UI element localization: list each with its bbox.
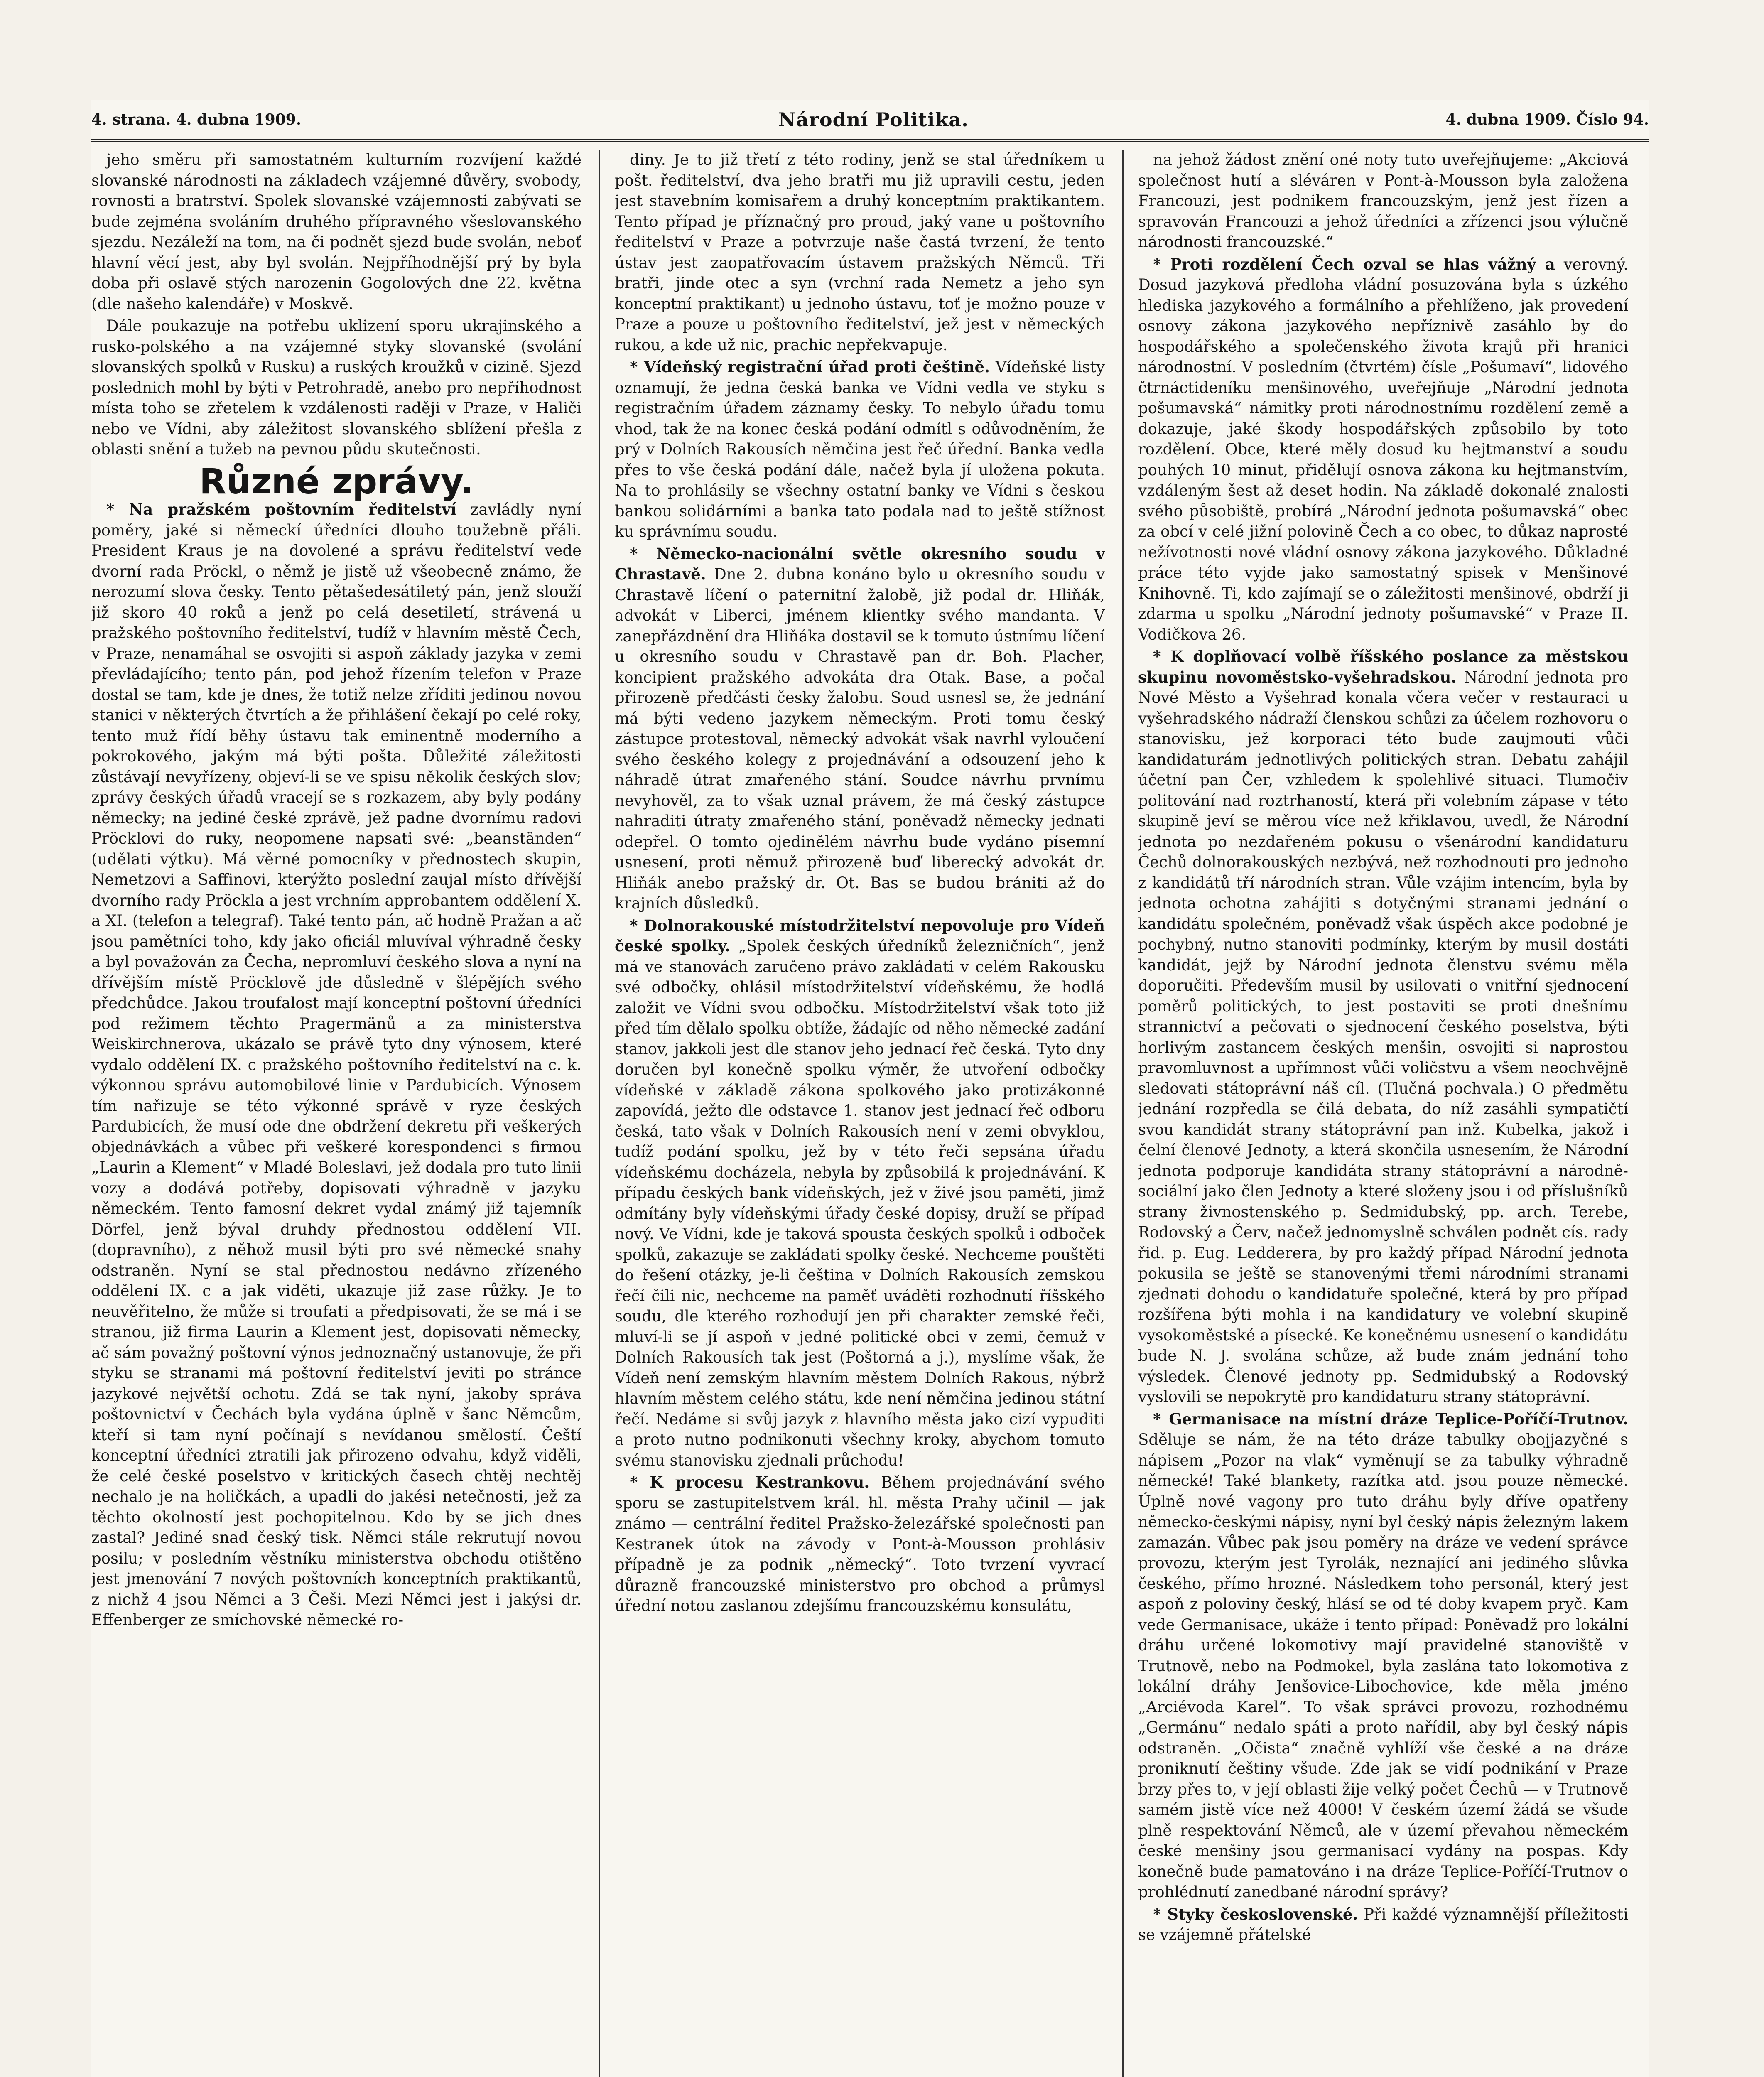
news-item [615,916,1105,1471]
news-item [1138,646,1628,1407]
header-left: 4. strana. 4. dubna 1909. [91,110,302,128]
column-divider [599,150,600,2077]
section-title: Různé zprávy. [199,461,474,502]
column-3 [1138,150,1628,2077]
news-item-body: verovný. Dosud jazyková předloha vládní posuzována byla s úzkého hlediska jazykového a formálního a přehlíženo, jak provedení osnovy zákona jazykového nepříznivě zasáhlo by do hospodářského a společenského života krajů při hranici národnostní. V posledním (čtvrtém) čísle „Pošumaví“, lidového čtrnáctideníku menšinového, uveřejňuje „Národní jednota pošumavská“ námitky proti národnostnímu rozdělení země a dokazuje, jaké škody hospodářských způsobilo by toto rozdělení. Obce, které měly dosud ku hejtmanství a soudu pouhých 10 minut, přidělují osnova zákona ku hejtmanstvím, vzdáleným šest až deset hodin. Na základě dokonalé znalosti svého působiště, probírá „Národní jednota pošumavská“ obec za obcí v celé jižní polovině Čech a co obec, to důkaz naprosté nežívotnosti nové vládní osnovy zákona jazykového. Důkladné práce této vyjde jako samostatný spisek v Menšinové Knihovně. Ti, kdo zajímají se o záležitosti menšinové, obdrží ji zdarma u spolku „Národní jednoty pošumavské“ v Praze II. Vodičkova 26. [1138,255,1628,643]
news-item-lead: * Proti rozdělení Čech ozval se hlas vážný a [1153,255,1555,273]
news-item-body: zavládly nyní poměry, jaké si německí úředníci dlouho toužebně přáli. President Kraus je na dovolené a správu ředitelství vede dvorní rada Pröckl, o němž je jistě už všeobecně známo, že nerozumí slova česky. Tento pětašedesátiletý pán, jenž slouží již skoro 40 roků a jenž po celá desetiletí, strávená u pražského poštovního ředitelství, tudíž v hlavním městě Čech, v Praze, nenamáhal se osvojiti si aspoň základy jazyka v zemi převládajícího; tento pán, pod jehož řízením telefon v Praze dostal se tam, kde je dnes, že totiž nelze zříditi jedinou novou stanici v některých čtvrtích a že přihlášení čekají po celé roky, tento muž řídí běhy ústavu tak eminentně moderního a pokrokového, jakým má býti pošta. Důležité záležitosti zůstávají nevyřízeny, objeví-li se ve spisu několik českých slov; zprávy českých úřadů vracejí se s rozkazem, aby byly podány německy; na jediné české zprávě, jež padne dvornímu radovi Pröcklovi do ruky, neopomene napsati své: „beanständen“ (udělati výtku). Má věrné pomocníky v přednostech skupin, Nemetzovi a Saffinovi, kterýžto poslední zaujal místo dřívější dvorního rady Pröckla a jest vrchním approbantem oddělení X. a XI. (telefon a telegraf). Také tento pán, ač hodně Pražan a ač jsou pamětníci toho, kdy jako oficiál mluvíval výhradně česky a byl považován za Čecha, nepromluví českého slova a nyní na dřívějším místě Pröcklově jde důsledně v šlépějích svého předchůdce. Jakou troufalost mají konceptní poštovní úředníci pod režimem těchto Pragermänů a za ministerstva Weiskirchnerova, ukázalo se právě tyto dny výnosem, které vydalo oddělení IX. c pražského poštovního ředitelství na c. k. výkonnou správu automobilové linie v Pardubicích. Výnosem tím nařizuje se této výkonné správě v ryze českých Pardubicích, že musí ode dne obdržení dekretu při veškerých objednávkách a vůbec při veškeré korespondenci s firmou „Laurin a Klement“ v Mladé Boleslavi, jež dodala pro tuto linii vozy a dodává potřeby, dopisovati výhradně v jazyku německém. Tento famosní dekret vydal známý již tajemník Dörfel, jenž býval druhdy přednostou oddělení VII. (dopravního), z něhož musil býti pro své německé snahy odstraněn. Nyní se stal přednostou nedávno zřízeného oddělení IX. c a jak viděti, ukazuje již zase růžky. Je to neuvěřitelno, že může si troufati a předpisovati, že se má i se stranou, již firma Laurin a Klement jest, dopisovati německy, ač sám považný poštovní výnos jednoznačný ustanovuje, že při styku se stranami má poštovní ředitelství jeviti po stránce jazykové největší ochotu. Zdá se tak nyní, jakoby správa poštovnictví v Čechách byla vydána úplně v šanc Němcům, kteří si tam nyní počínají s nevídanou smělostí. Čeští konceptní úředníci ztratili jak přirozeno odvahu, když viděli, že celé české poselstvo v kritických časech chtěj nechtěj nechalo je na holičkách, a upadli do jakési netečnosti, jež za těchto okolností jest pochopitelnou. Kdo by se jich dnes zastal? Jediné snad český tisk. Němci stále rekrutují novou posilu; v posledním věstníku ministerstva obchodu otištěno jest jmenování 7 nových poštovních konceptních praktikantů, z nichž 4 jsou Němci a 3 Češi. Mezi Němci jest i jakýsi dr. Effenberger ze smíchovské německé ro- [91,501,581,1629]
article-paragraph: Dále poukazuje na potřebu uklizení sporu ukrajinského a rusko-polského a na vzájemné styky slovanské (svolání slovanských spolků v Rusku) a ruských kroužků v cizině. Sjezd poslednich mohl by býti v Petrohradě, anebo pro nepříhodnost místa toho se zřetelem k vzdálenosti raději v Praze, v Haliči nebo ve Vídni, aby záležitost slovanského sblížení přešla z oblasti snění a tužeb na pevnou půdu skutečnosti. [91,317,581,458]
news-item-body: Během projednávání svého sporu se zastupitelstvem král. hl. města Prahy učinil — jak známo — centrální ředitel Pražsko-železářské společnosti pan Kestranek útok na závody v Pont-à-Mousson prohlásiv případně je za podnik „německý“. Toto tvrzení vyvrací důrazně francouzské ministerstvo pro obchod a průmysl úřední notou zaslanou zdejšímu francouzskému konsulátu, [615,1473,1105,1615]
news-item-body: Dne 2. dubna konáno bylo u okresního soudu v Chrastavě líčení o paternitní žalobě, již podal dr. Hliňák, advokát v Liberci, jménem klientky svého mandanta. V zanepřázdnění dra Hliňáka dostavil se k tomuto ústnímu líčení u okresního soudu v Chrastavě pan dr. Boh. Placher, koncipient pražského advokáta dra Otak. Base, a počal přirozeně předčásti česky žalobu. Soud usnesl se, že jednání má býti vedeno jazykem německým. Proti tomu český zástupce protestoval, německý advokát však navrhl vyloučení svého českého kolegy z projednávání a odsouzení jeho k náhradě útrat zmařeného stání. Soudce návrhu prvnímu nevyhověl, za to však uznal právem, že má český zástupce nahraditi útraty zmařeného stání, poněvadž německy jednati odepřel. O tomto ojedinělém návrhu bude vydáno písemní usnesení, proti němuž přirozeně buď liberecký advokát dr. Hliňák anebo pražský dr. Ot. Bas se budou brániti až do krajních důsledků. [615,565,1105,912]
news-item [1138,1409,1628,1903]
newspaper-page [91,100,1649,2077]
news-item-lead: * Germanisace na místní dráze Teplice-Poříčí-Trutnov. [1153,1409,1628,1428]
news-item [1138,254,1628,645]
news-item-lead: * K procesu Kestrankovu. [630,1473,870,1491]
news-item-lead: * Dolnorakouské místodržitelství nepovoluje pro Vídeň české spolky. [615,916,1105,955]
column-1 [91,150,581,2077]
article-paragraph: diny. Je to již třetí z této rodiny, jenž se stal úředníkem u pošt. ředitelství, dva jeho bratři mu již upravili cestu, jeden jest stavebním komisařem a druhý konceptním praktikantem. Tento případ je příznačný pro proud, jaký vane u poštovního ředitelství v Praze a potvrzuje naše častá tvrzení, že tento ústav jest zaopatřovacím ústavem pražských Němců. Tři bratři, jinde otec a syn (vrchní rada Nemetz a jeho syn konceptní praktikant) u jednoho ústavu, toť je možno pouze v Praze a pouze u poštovního ředitelství, jež jest v německých rukou, a kde už nic, prachic nepřekvapuje. [615,151,1105,354]
article-paragraph: na jehož žádost znění oné noty tuto uveřejňujeme: „Akciová společnost hutí a sléváren v Pont-à-Mousson byla založena Francouzi, jest podnikem francouzským, jenž jest řízen a spravován Francouzi a jehož úředníci a zřízenci jsou výlučně národnosti francouzské.“ [1138,151,1628,251]
news-item-lead: * K doplňovací volbě říšského poslance za městskou skupinu novoměstsko-vyšehradskou. [1138,647,1628,686]
news-item-lead: * Na pražském poštovním ředitelství [106,500,456,518]
news-item-body: Při každé významnější příležitosti se vzájemně přátelské [1138,1905,1628,1944]
news-item [1138,1904,1628,1945]
column-2 [615,150,1105,2077]
news-item [615,357,1105,542]
news-item-lead: * Německo-nacionální světle okresního soudu v Chrastavě. [615,544,1105,583]
article-paragraph: jeho směru při samostatném kulturním rozvíjení každé slovanské národnosti na základech vzájemné důvěry, svobody, rovnosti a bratrství. Spolek slovanské vzájemnosti zabývati se bude zejména svoláním druhého přípravného všeslovanského sjezdu. Nezáleží na tom, na či podnět sjezd bude svolán, neboť hlavní věcí jest, aby byl svolán. Nejpříhodnější prý by byla doba při oslavě stých narozenin Gogolových dne 22. května (dle našeho kalendáře) v Moskvě. [91,151,581,313]
header-right: 4. dubna 1909. Číslo 94. [1445,110,1649,128]
news-item [615,544,1105,914]
column-divider [1122,150,1124,2077]
news-item-lead: * Vídeňský registrační úřad proti češtině. [630,358,990,376]
news-item-body: Vídeňské listy oznamují, že jedna česká banka ve Vídni vedla ve styku s registračním úřadem záznamy česky. To nebylo úřadu tomu vhod, tak že na konec česká podání odmítl s odůvodněním, že prý v Dolních Rakousích němčina jest řeč úřední. Banka vedla přes to vše česká podání dále, načež byla jí uložena pokuta. Na to prohlásily se všechny ostatní banky ve Vídni s českou bankou solidárními a banka tato podala nad to ještě stížnost ku správnímu soudu. [615,358,1105,540]
news-item [615,1472,1105,1616]
news-item-body: „Spolek českých úředníků železničních“, jenž má ve stanovách zaručeno právo zakládati v celém Rakousku své odbočky, ohlásil místodržitelství vídeňskému, že hodlá založit ve Vídni svou odbočku. Místodržitelství však toto již před tím dělalo spolku obtíže, žádajíc od něho německé zadání stanov, jakkoli jest dle stanov jeho jednací řeč česká. Tyto dny doručen byl konečně spolku výměr, že utvoření odbočky vídeňské v základě zákona spolkového jako protizákonné zapovídá, ježto dle odstavce 1. stanov jest jednací řeč odboru česká, tato však v Dolních Rakousích není v zemi obvyklou, tudíž podání spolku, jež by v této řeči sepsána úřadu vídeňskému docházela, nebyla by způsobilá k projednávání. K případu českých bank vídeňských, jež v živé jsou paměti, jimž odmítány byly vídeňskými úřady české dopisy, druží se případ nový. Ve Vídni, kde je taková spousta českých spolků i odboček spolků, zakazuje se zakládati spolky české. Nechceme pouštěti do řešení otázky, je-li čeština v Dolních Rakousích zemskou řečí čili nic, nechceme na paměť uváděti rozhodnutí říšského soudu, dle kterého rozhodují jen při charakter zemské řeči, mluví-li se jí aspoň v jedné politické obci v zemi, čemuž v Dolních Rakousích tak jest (Poštorná a j.), myslíme však, že Vídeň není zemským hlavním městem Dolních Rakous, nýbrž hlavním městem celého státu, kde není němčina jedinou státní řečí. Nedáme si svůj jazyk z hlavního města jako cizí vypuditi a proto nutno podnikonuti všechny kroky, abychom tomuto svému stanovisku zjednali průchodu! [615,937,1105,1469]
news-item-body: Národní jednota pro Nové Město a Vyšehrad konala včera večer v restauraci u vyšehradského nádraží členskou schůzi za účelem rozhovoru o stanovisku, jež korporaci této bude zaujmouti vůči kandidaturám jednotlivých politických stran. Debatu zahájil účetní pan Čer, vzhledem k spolehlivé situaci. Tlumočiv politování nad roztrhaností, která při volebním zápase v této skupině jeví se měrou více než křiklavou, uvedl, že Národní jednota po nezdařeném pokusu o všenárodní kandidaturu Čechů dolnorakouských nezbývá, než rozhodnouti pro jednoho z kandidátů tří národních stran. Vůle vzájim intencím, byla by jednota ochotna zahájiti s dotyčnými stranami jednání o kandidátu společném, poněvadž však úspěch akce podobné je pochybný, nutno stanoviti podmínky, kterým by musil dostáti kandidát, jejž by Národní jednota členstvu svému měla doporučiti. Především musil by usilovati o vnitřní sjednocení poměrů politických, to jest postaviti se proti dnešnímu strannictví a pečovati o sjednocení českého poselstva, býti horlivým zastancem českých menšin, osvojiti si naprostou pravomluvnost a upřímnost vůči voličstvu a všem neochvějně sledovati státoprávní náš cíl. (Tlučná pochvala.) O předmětu jednání rozpředla se čilá debata, do níž zasáhli sympatičtí svou kandidát strany státoprávní pan inž. Kubelka, jakož i čelní členové Jednoty, a která skončila usnesením, že Národní jednota podporuje kandidáta strany státoprávní a národně-sociální jako člen Jednoty a které složeny jsou i od příslušníků strany živnostenského p. Sedmidubský, pp. arch. Terebe, Rodovský a Červ, načež jednomyslně schválen podnět cís. rady řid. p. Eug. Ledderera, by pro každý případ Národní jednota pokusila se ještě se stanovenými třemi národními stranami zjednati dohodu o kandidatuře společné, která by pro případ rozšířena býti mohla i na kandidatury ve volební skupině vysokoměstské a písecké. Ke konečnému usnesení o kandidátu bude N. J. svolána schůze, až bude znám jednání toho výsledek. Členové jednoty pp. Sedmidubský a Rodovský vyslovili se nepokrytě pro kandidaturu strany státoprávní. [1138,668,1628,1406]
news-item [91,499,581,1630]
masthead-title: Národní Politika. [778,108,969,131]
page-header [91,100,1649,142]
news-item-body: Sděluje se nám, že na této dráze tabulky obojjazyčné s nápisem „Pozor na vlak“ vyměnují se za tabulky výhradně německé! Také blankety, razítka atd. jsou pouze německé. Úplně nové vagony pro tuto dráhu byly dříve opatřeny německo-českými nápisy, nyní byl český nápis železným lakem zamazán. Vůbec pak jsou poměry na dráze ve vedení správce provozu, kterým jest Tyrolák, neznající ani jediného slůvka českého, přímo hrozné. Následkem toho personál, který jest aspoň z poloviny český, hlásí se od té doby kvapem pryč. Kam vede Germanisace, ukáže i tento případ: Poněvadž pro lokální dráhu určené lokomotivy mají pravidelné stanoviště v Trutnově, nebo na Podmokel, byla zaslána tato lokomotiva z lokální dráhy Jenšovice-Libochovice, kde měla jméno „Arciévoda Karel“. To však správci provozu, rozhodnému „Germánu“ nedalo spáti a proto nařídil, aby byl český nápis odstraněn. „Očista“ značně vyhlíží vše české a na dráze proniknutí češtiny všude. Zde jak se vidí podnikání v Praze brzy přes to, v její oblasti žije velký počet Čechů — v Trutnově samém jistě více než 4000! V českém území žádá se všude plně respektování Němců, ale v území převahou německém české menšiny jsou germanisací vydány na pospas. Kdy konečně bude pamatováno i na dráze Teplice-Poříčí-Trutnov o prohlédnutí zanedbané národní správy? [1138,1431,1628,1901]
news-item-lead: * Styky československé. [1153,1905,1358,1923]
